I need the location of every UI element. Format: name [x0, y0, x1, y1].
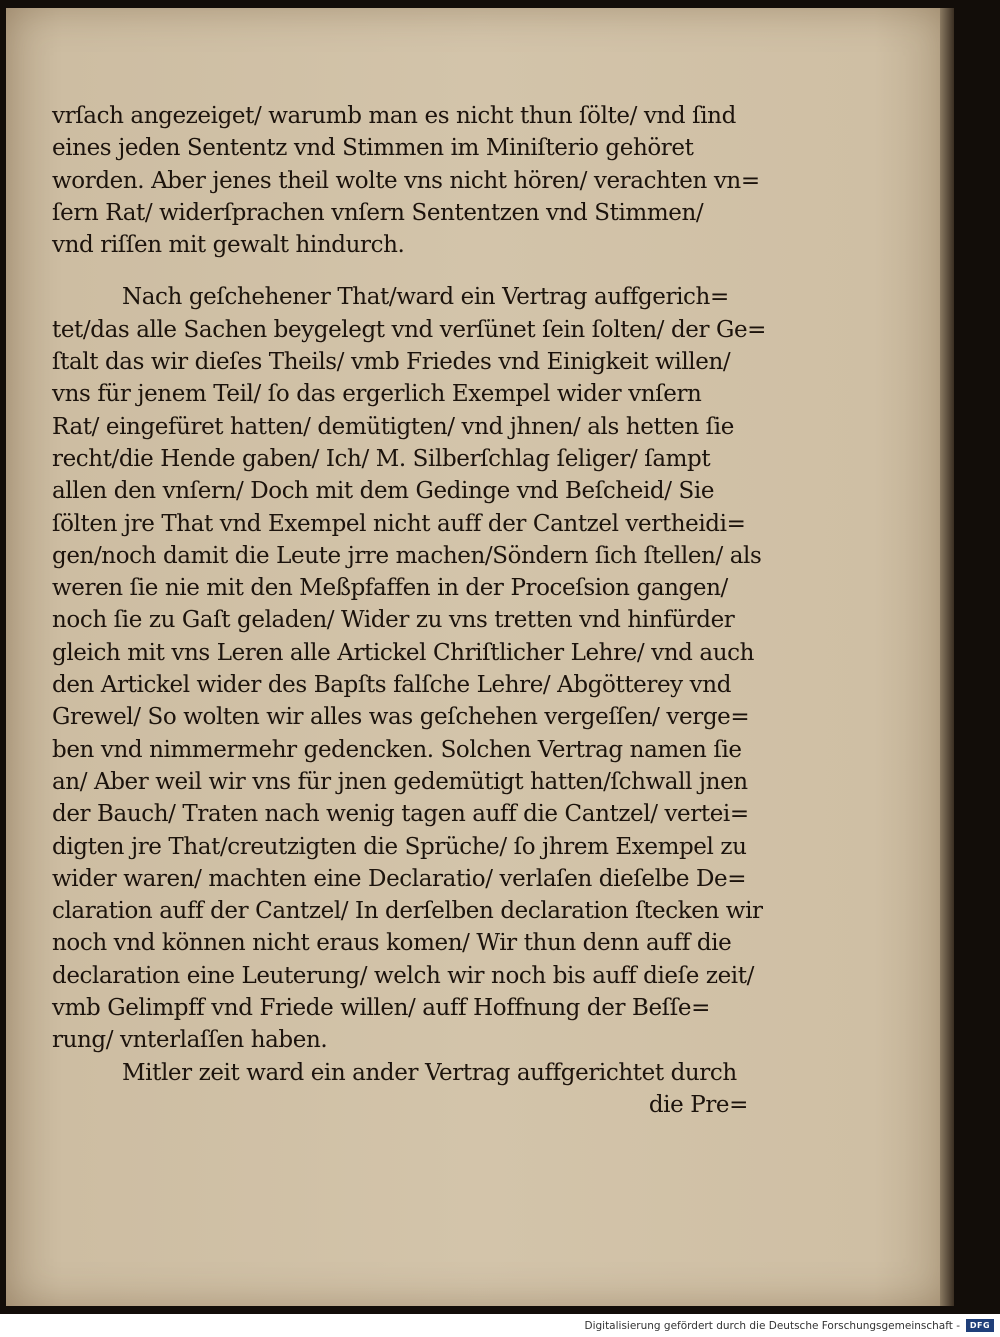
page-edge — [940, 8, 954, 1306]
text-line: noch ſie zu Gaſt geladen/ Wider zu vns tretten vnd hinfürder — [52, 607, 735, 634]
text-line: ſölten jre That vnd Exempel nicht auff der Cantzel vertheidi= — [52, 510, 746, 537]
text-line: vns für jenem Teil/ ſo das ergerlich Exempel wider vnſern — [52, 381, 702, 408]
text-line: weren ſie nie mit den Meßpfaffen in der Proceſsion gangen/ — [52, 575, 728, 602]
dfg-logo-icon: DFG — [966, 1319, 994, 1332]
text-line: gleich mit vns Leren alle Artickel Chriſtlicher Lehre/ vnd auch — [52, 639, 755, 666]
text-line: tet/das alle Sachen beygelegt vnd verſünet ſein ſolten/ der Ge= — [52, 316, 767, 343]
paragraph-gap — [52, 261, 764, 281]
text-line: Grewel/ So wolten wir alles was geſchehen vergeſſen/ verge= — [52, 704, 750, 731]
text-line: allen den vnſern/ Doch mit dem Gedinge vnd Beſcheid/ Sie — [52, 478, 715, 505]
text-line: recht/die Hende gaben/ Ich/ M. Silberſchlag ſeliger/ ſampt — [52, 445, 711, 472]
text-line: gen/noch damit die Leute jrre machen/Söndern ſich ſtellen/ als — [52, 542, 762, 569]
text-line: Nach geſchehener That/ward ein Vertrag auffgerich= — [122, 284, 729, 311]
text-line: ſtalt das wir dieſes Theils/ vmb Friedes vnd Einigkeit willen/ — [52, 349, 731, 376]
text-line: ben vnd nimmermehr gedencken. Solchen Vertrag namen ſie — [52, 736, 742, 763]
catchword: die Pre= — [648, 1091, 748, 1118]
text-line: vmb Gelimpff vnd Friede willen/ auff Hoffnung der Beſſe= — [52, 995, 710, 1022]
text-line: Mitler zeit ward ein ander Vertrag auffgerichtet durch — [122, 1059, 737, 1086]
text-line: ſern Rat/ widerſprachen vnſern Sententzen vnd Stimmen/ — [52, 199, 704, 226]
text-line: wider waren/ machten eine Declaratio/ verlaſen dieſelbe De= — [52, 865, 747, 892]
text-line: worden. Aber jenes theil wolte vns nicht hören/ verachten vn= — [52, 167, 760, 194]
text-line: eines jeden Sententz vnd Stimmen im Miniſterio gehöret — [52, 135, 694, 162]
text-line: digten jre That/creutzigten die Sprüche/ ſo jhrem Exempel zu — [52, 833, 747, 860]
text-line: vrſach angezeiget/ warumb man es nicht thun ſölte/ vnd ſind — [52, 103, 736, 129]
text-line: vnd riſſen mit gewalt hindurch. — [52, 232, 405, 259]
text-line: den Artickel wider des Bapſts falſche Lehre/ Abgötterey vnd — [52, 672, 732, 699]
page-text — [52, 100, 767, 1121]
text-line: declaration eine Leuterung/ welch wir noch bis auff dieſe zeit/ — [52, 962, 754, 989]
text-line: der Bauch/ Traten nach wenig tagen auff die Cantzel/ vertei= — [52, 801, 749, 828]
funding-credit: Digitalisierung gefördert durch die Deutsche Forschungsgemeinschaft - — [584, 1319, 960, 1332]
text-line: Rat/ eingefüret hatten/ demütigten/ vnd jhnen/ als hetten ſie — [52, 413, 734, 440]
text-line: claration auff der Cantzel/ In derſelben declaration ſtecken wir — [52, 898, 763, 925]
text-line: an/ Aber weil wir vns für jnen gedemütigt hatten/ſchwall jnen — [52, 768, 748, 795]
text-line: rung/ vnterlaſſen haben. — [52, 1027, 328, 1054]
text-line: noch vnd können nicht eraus komen/ Wir thun denn auff die — [52, 930, 732, 957]
footer-bar — [0, 1314, 1000, 1337]
